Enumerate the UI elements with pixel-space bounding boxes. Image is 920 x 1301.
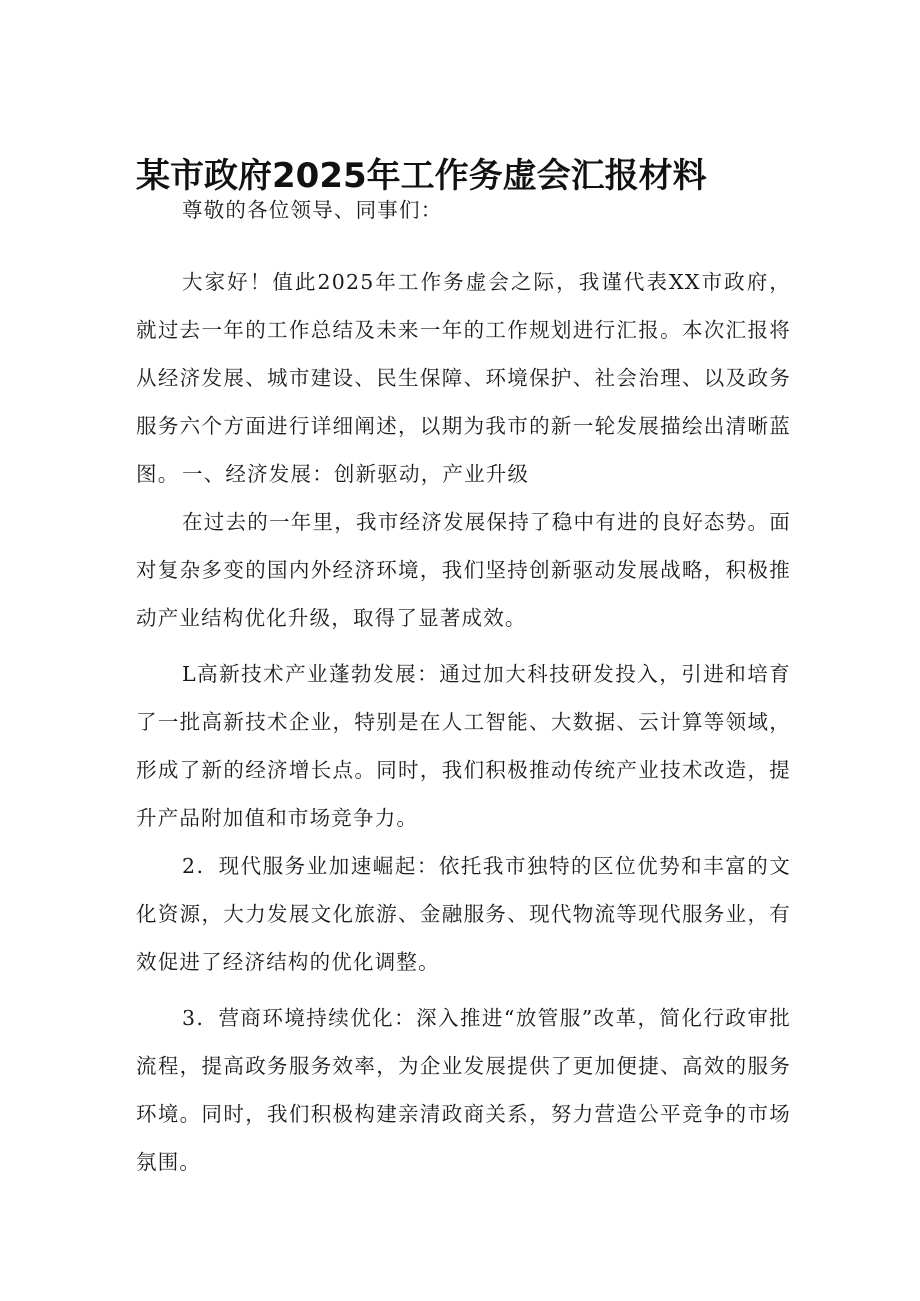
- document-title: 某市政府2025年工作务虚会汇报材料: [136, 156, 707, 196]
- economy-intro-paragraph: 在过去的一年里，我市经济发展保持了稳中有进的良好态势。面对复杂多变的国内外经济环境，我们坚持创新驱动发展战略，积极推动产业结构优化升级，取得了显著成效。: [136, 510, 791, 630]
- salutation: 尊敬的各位领导、同事们：: [182, 198, 443, 222]
- list-item-business-environment: 3．营商环境持续优化：深入推进“放管服”改革，简化行政审批流程，提高政务服务效率，为企业发展提供了更加便捷、高效的服务环境。同时，我们积极构建亲清政商关系，努力营造公平竞争的市场氛围。: [136, 1006, 791, 1174]
- intro-paragraph: 大家好！值此2025年工作务虚会之际，我谨代表XX市政府，就过去一年的工作总结及未来一年的工作规划进行汇报。本次汇报将从经济发展、城市建设、民生保障、环境保护、社会治理、以及政务服务六个方面进行详细阐述，以期为我市的新一轮发展描绘出清晰蓝图。: [136, 270, 791, 486]
- list-item-services: 2．现代服务业加速崛起：依托我市独特的区位优势和丰富的文化资源，大力发展文化旅游、金融服务、现代物流等现代服务业，有效促进了经济结构的优化调整。: [136, 854, 791, 974]
- section-heading-economy: 一、经济发展：创新驱动，产业升级: [182, 462, 530, 486]
- list-item-hightech: L高新技术产业蓬勃发展：通过加大科技研发投入，引进和培育了一批高新技术企业，特别是在人工智能、大数据、云计算等领域，形成了新的经济增长点。同时，我们积极推动传统产业技术改造，提升产品附加值和市场竞争力。: [136, 662, 791, 830]
